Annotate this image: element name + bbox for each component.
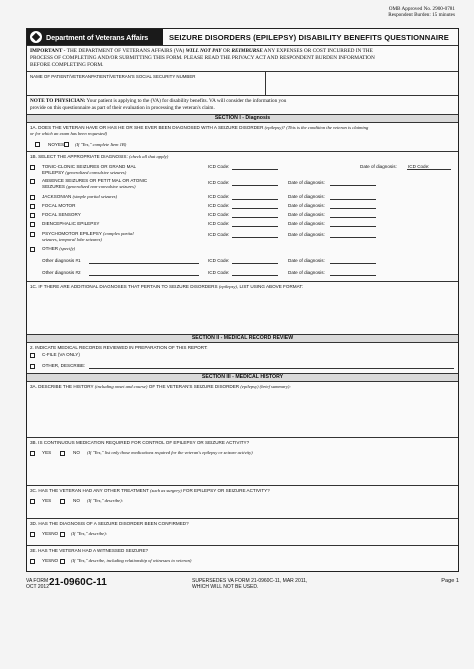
q3c-tail: FOR EPILEPSY OR SEIZURE ACTIVITY?: [181, 488, 270, 493]
absence-seizures-checkbox[interactable]: [30, 179, 35, 184]
question-1a: [27, 123, 458, 152]
q3c-no-label: NO: [73, 498, 80, 503]
question-3c: [27, 486, 458, 519]
question-3e: [27, 546, 458, 573]
omb-approved: OMB Approved No. 2900-0781: [388, 6, 455, 12]
q1c-italic: (epilepsy): [218, 284, 237, 289]
notice-or: OR: [221, 48, 232, 54]
questionnaire-form: [26, 28, 459, 572]
physician-note-lead: NOTE TO PHYSICIAN:: [30, 98, 86, 104]
q3c-italic: (such as surgery): [150, 488, 182, 493]
notice-lead: IMPORTANT -: [30, 48, 67, 54]
notice-text-1-tail: ANY EXPENSES OR COST INCURRED IN THE: [262, 48, 373, 54]
footer-supersedes-1: SUPERSEDES VA FORM 21-0960C-11, MAR 2011,: [192, 578, 308, 584]
focal-sensory-date-field[interactable]: [330, 217, 376, 218]
other-diagnosis-1-label: Other diagnosis #1: [42, 258, 81, 263]
notice-reimburse: REIMBURSE: [231, 48, 263, 54]
psychomotor-icd-label: ICD Code:: [208, 232, 230, 237]
q3d-hint: (If "Yes," describe):: [71, 531, 108, 536]
other-hint: (specify): [59, 246, 76, 251]
jacksonian-checkbox[interactable]: [30, 195, 35, 200]
other-records-checkbox[interactable]: [30, 364, 35, 369]
tonic-icd-label-2: ICD Code:: [408, 164, 430, 169]
q1c-divider: [27, 281, 458, 282]
focal-motor-icd-field[interactable]: [232, 208, 278, 209]
absence-date-field[interactable]: [330, 185, 376, 186]
other-diagnosis-2-label: Other diagnosis #2: [42, 270, 81, 275]
footer-page-number: Page 1: [441, 578, 459, 584]
q1a-italic-2: or for which an exam has been requested): [30, 131, 108, 136]
focal-sensory-icd-field[interactable]: [232, 217, 278, 218]
tonic-clonic-label-2: EPILEPSY: [42, 170, 66, 175]
q3a-answer-field[interactable]: [30, 392, 455, 434]
department-name: Department of Veterans Affairs: [46, 32, 149, 42]
jacksonian-icd-field[interactable]: [232, 199, 278, 200]
physician-note: [27, 96, 458, 115]
q1a-hint: (If "Yes," complete Item 1B): [75, 142, 127, 147]
focal-sensory-icd-label: ICD Code:: [208, 212, 230, 217]
focal-motor-label: FOCAL MOTOR: [42, 203, 76, 208]
q3b-no-checkbox[interactable]: [60, 451, 65, 456]
tonic-icd-field[interactable]: [232, 169, 278, 170]
q3b-text: 3B. IS CONTINUOUS MEDICATION REQUIRED FOR CONTROL OF EPILEPSY OR SEIZURE ACTIVITY?: [30, 440, 250, 445]
other-diagnosis-2-field[interactable]: [89, 275, 199, 276]
q3a-text: 3A. DESCRIBE THE HISTORY: [30, 384, 95, 389]
omb-info: [388, 6, 455, 19]
important-notice: [27, 46, 458, 72]
form-footer: [26, 576, 459, 600]
psychomotor-date-label: Date of diagnosis:: [288, 232, 325, 237]
focal-motor-date-label: Date of diagnosis:: [288, 203, 325, 208]
other-diagnosis-1-field[interactable]: [89, 263, 199, 264]
notice-text-2: PROCESS OF COMPLETING AND/OR SUBMITTING THIS FORM. PLEASE READ THE PRIVACY ACT AND RESPONDENT BURDEN INFORMATION: [30, 55, 375, 61]
q3b-hint: (If "Yes," list only those medications required for the veteran's epilepsy or seizure activity): [87, 450, 253, 455]
other1-icd-field[interactable]: [232, 263, 278, 264]
footer-date: OCT 2012: [26, 584, 49, 590]
footer-supersedes-2: WHICH WILL NOT BE USED.: [192, 584, 259, 590]
other-diagnosis-checkbox[interactable]: [30, 247, 35, 252]
q3c-yes-label: YES: [42, 498, 52, 503]
tonic-date-label: Date of diagnosis:: [360, 164, 397, 169]
tonic-clonic-label-1: TONIC-CLONIC SEIZURES OR GRAND MAL: [42, 164, 137, 169]
other-label: OTHER: [42, 246, 60, 251]
diencephalic-date-field[interactable]: [330, 226, 376, 227]
diencephalic-icd-field[interactable]: [232, 226, 278, 227]
other2-icd-label: ICD Code:: [208, 270, 230, 275]
notice-text-3: BEFORE COMPLETING FORM.: [30, 62, 104, 68]
q1b-text: 1B. SELECT THE APPROPRIATE DIAGNOSIS:: [30, 154, 130, 159]
absence-icd-label: ICD Code:: [208, 180, 230, 185]
question-2: [27, 343, 458, 374]
q1a-text: 1A. DOES THE VETERAN HAVE OR HAS HE OR SHE EVER BEEN DIAGNOSED WITH A SEIZURE DISORDER: [30, 125, 265, 130]
q3e-no-checkbox[interactable]: [60, 559, 65, 564]
q3e-text: 3E. HAS THE VETERAN HAD A WITNESSED SEIZURE?: [30, 548, 149, 553]
cfile-checkbox[interactable]: [30, 353, 35, 358]
patient-name-field[interactable]: [30, 82, 260, 92]
focal-sensory-date-label: Date of diagnosis:: [288, 212, 325, 217]
other1-date-field[interactable]: [330, 263, 376, 264]
respondent-burden: Respondent Burden: 15 minutes: [388, 12, 455, 19]
q3e-yes-checkbox[interactable]: [30, 559, 35, 564]
diencephalic-date-label: Date of diagnosis:: [288, 221, 325, 226]
patient-info-row: [27, 72, 458, 96]
psychomotor-hint-2: seizures, temporal lobe seizures): [42, 237, 102, 242]
q3d-no-checkbox[interactable]: [60, 532, 65, 537]
notice-text-1: THE DEPARTMENT OF VETERANS AFFAIRS (VA): [66, 48, 186, 54]
q3a-mid: OF THE VETERAN'S SEIZURE DISORDER: [147, 384, 241, 389]
section-2-header: SECTION II - MEDICAL RECORD REVIEW: [27, 335, 458, 343]
jacksonian-label: JACKSONIAN: [42, 194, 73, 199]
focal-motor-date-field[interactable]: [330, 208, 376, 209]
form-header: [27, 29, 458, 46]
form-title: SEIZURE DISORDERS (EPILEPSY) DISABILITY BENEFITS QUESTIONNAIRE: [169, 32, 449, 42]
q1c-tail: , LIST USING ABOVE FORMAT:: [236, 284, 303, 289]
q3a-italic-2: (epilepsy) (brief summary):: [240, 384, 291, 389]
q3b-yes-checkbox[interactable]: [30, 451, 35, 456]
focal-motor-icd-label: ICD Code:: [208, 203, 230, 208]
q3d-yes-checkbox[interactable]: [30, 532, 35, 537]
q3c-hint: (If "Yes," describe):: [87, 498, 124, 503]
psychomotor-checkbox[interactable]: [30, 232, 35, 237]
footer-form-number: 21-0960C-11: [49, 577, 107, 588]
absence-label-2: SEIZURES: [42, 184, 67, 189]
other-records-field[interactable]: [89, 368, 454, 369]
va-banner: [27, 29, 163, 45]
other1-date-label: Date of diagnosis:: [288, 258, 325, 263]
tonic-clonic-checkbox[interactable]: [30, 165, 35, 170]
q2-text: 2. INDICATE MEDICAL RECORDS REVIEWED IN PREPARATION OF THIS REPORT:: [30, 345, 208, 350]
diencephalic-checkbox[interactable]: [30, 222, 35, 227]
cfile-label: C-FILE (VA ONLY): [42, 352, 80, 357]
psychomotor-icd-field[interactable]: [232, 237, 278, 238]
q1a-no-checkbox[interactable]: [64, 142, 69, 147]
footer-va-form: VA FORM: [26, 578, 49, 584]
section-3-header: SECTION III - MEDICAL HISTORY: [27, 374, 458, 382]
physician-note-text-1: Your patient is applying to the (VA) for disability benefits. VA will consider the information you: [85, 98, 287, 104]
question-3d: [27, 519, 458, 546]
ssn-field[interactable]: [269, 82, 454, 92]
absence-hint: (generalized non-convulsive seizures): [66, 184, 136, 189]
other2-date-field[interactable]: [330, 275, 376, 276]
q3d-yesno-label: YESNO: [42, 531, 59, 536]
q3d-text: 3D. HAS THE DIAGNOSIS OF A SEIZURE DISORDER BEEN CONFIRMED?: [30, 521, 189, 526]
patient-info-divider: [265, 72, 266, 96]
diencephalic-icd-label: ICD Code:: [208, 221, 230, 226]
other2-icd-field[interactable]: [232, 275, 278, 276]
other-records-label: OTHER, DESCRIBE:: [42, 363, 86, 368]
jacksonian-hint: (simple partial seizures): [72, 194, 118, 199]
focal-sensory-label: FOCAL SENSORY: [42, 212, 81, 217]
tonic-icd-label: ICD Code:: [208, 164, 230, 169]
q1c-text: 1C. IF THERE ARE ADDITIONAL DIAGNOSES THAT PERTAIN TO SEIZURE DISORDERS: [30, 284, 219, 289]
q3b-no-label: NO: [73, 450, 80, 455]
q3c-yes-checkbox[interactable]: [30, 499, 35, 504]
q3c-text: 3C. HAS THE VETERAN HAD ANY OTHER TREATMENT: [30, 488, 151, 493]
jacksonian-date-field[interactable]: [330, 199, 376, 200]
section-1-header: SECTION I - Diagnosis: [27, 115, 458, 123]
other1-icd-label: ICD Code:: [208, 258, 230, 263]
psychomotor-hint-1: (complex partial: [103, 231, 134, 236]
jacksonian-icd-label: ICD Code:: [208, 194, 230, 199]
tonic-date-field[interactable]: [407, 169, 451, 170]
q3c-no-checkbox[interactable]: [60, 499, 65, 504]
notice-will-not-pay: WILL NOT PAY: [185, 48, 222, 54]
q1a-yes-checkbox[interactable]: [35, 142, 40, 147]
patient-name-label: NAME OF PATIENT/VETERANPATIENT/VETERAN'S SOCIAL SECURITY NUMBER: [30, 74, 196, 79]
question-3a: [27, 382, 458, 438]
q3e-yesno-label: YESNO: [42, 558, 59, 563]
q3b-yes-label: YES: [42, 450, 52, 455]
absence-date-label: Date of diagnosis:: [288, 180, 325, 185]
psychomotor-date-field[interactable]: [330, 237, 376, 238]
jacksonian-date-label: Date of diagnosis:: [288, 194, 325, 199]
q1a-noyes-label: NOYES: [48, 142, 65, 147]
absence-label-1: ABSENCE SEIZURES OR PETIT MAL OR ATONIC: [42, 178, 148, 183]
psychomotor-label: PSYCHOMOTOR EPILEPSY: [42, 231, 104, 236]
question-3b: [27, 438, 458, 486]
physician-note-text-2: provide on this questionnaire as part of their evaluation in processing the veteran's claim.: [30, 105, 215, 111]
focal-motor-checkbox[interactable]: [30, 204, 35, 209]
absence-icd-field[interactable]: [232, 185, 278, 186]
diencephalic-label: DIENCEPHALIC EPILEPSY: [42, 221, 100, 226]
q1a-italic: (epilepsy)? (This is the condition the veteran is claiming: [264, 125, 369, 130]
q1c-answer-field[interactable]: [30, 292, 455, 332]
q1b-hint: (check all that apply): [129, 154, 169, 159]
q3a-italic: (including onset and course): [94, 384, 148, 389]
tonic-clonic-hint: (generalized convulsive seizures): [65, 170, 127, 175]
other2-date-label: Date of diagnosis:: [288, 270, 325, 275]
va-logo-icon: [30, 31, 42, 43]
focal-sensory-checkbox[interactable]: [30, 213, 35, 218]
question-1b: [27, 152, 458, 335]
q3e-hint: (If "Yes," describe, including relationship of witnesses to veteran): [71, 558, 192, 563]
